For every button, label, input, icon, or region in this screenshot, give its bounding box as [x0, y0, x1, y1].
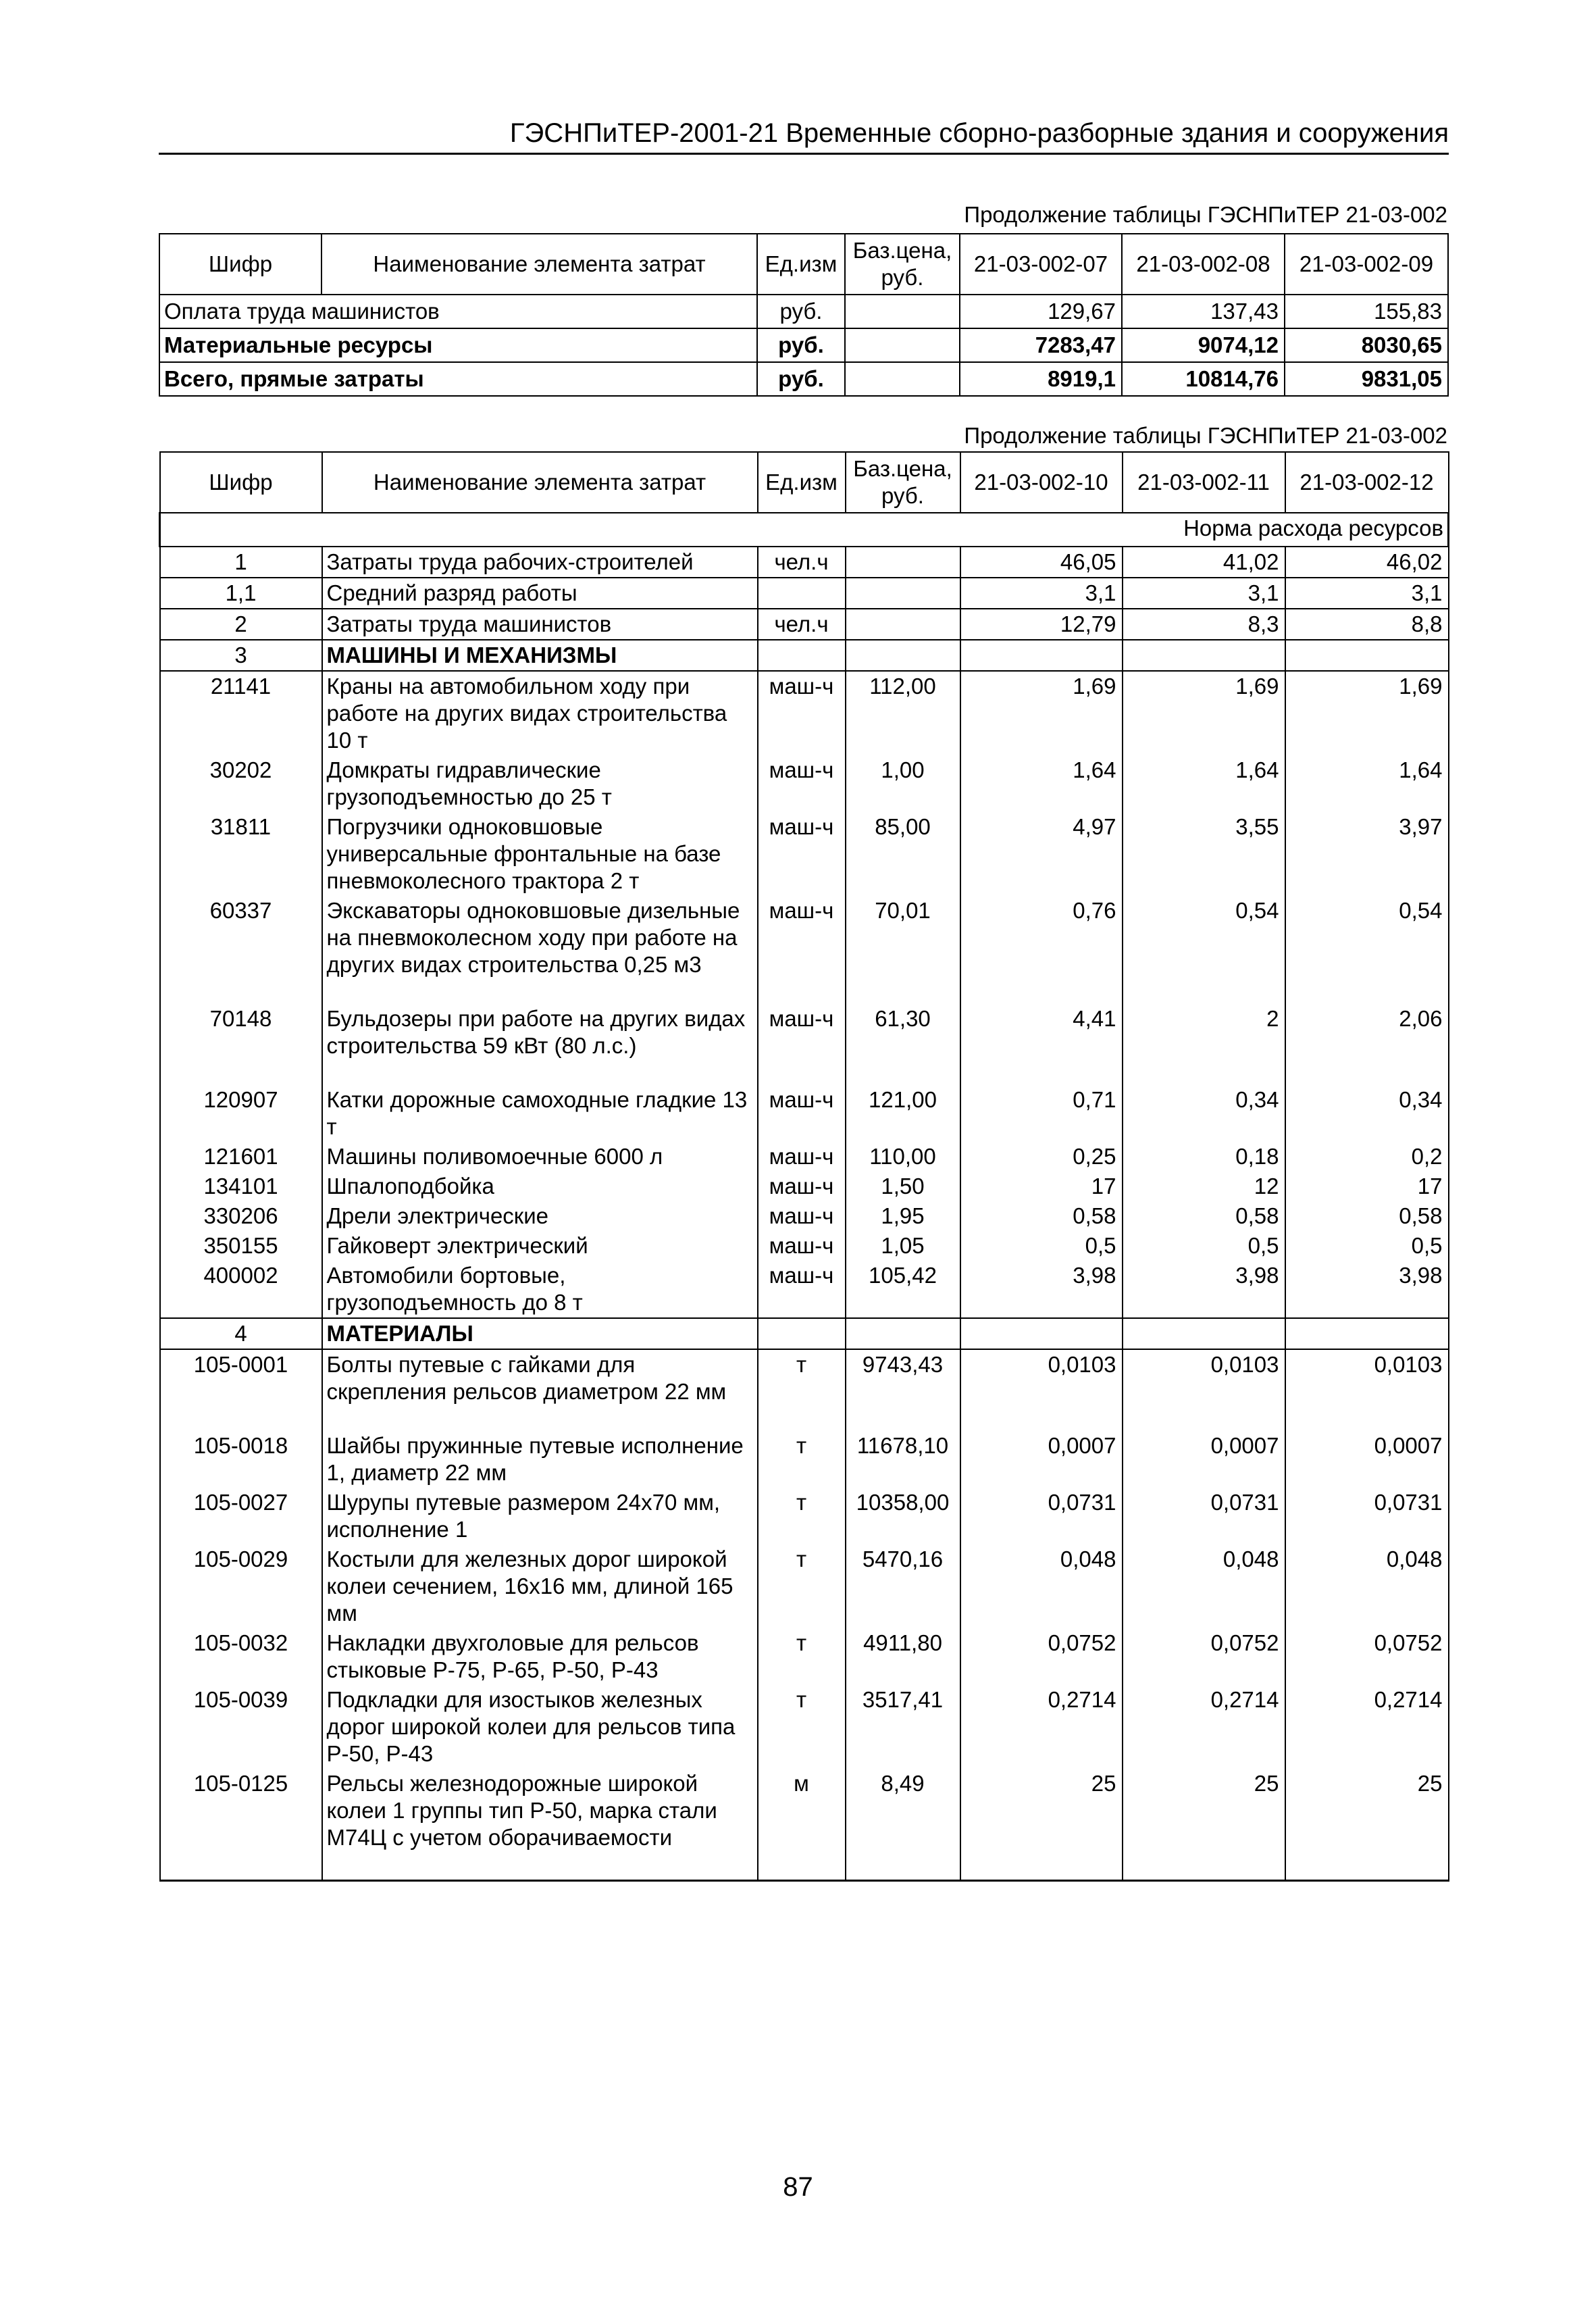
row-value: 10814,76 — [1122, 362, 1285, 396]
norm-row — [160, 513, 1449, 547]
table-row — [160, 1488, 1449, 1544]
row-price: 121,00 — [846, 1085, 960, 1142]
row-value: 0,0752 — [1285, 1628, 1449, 1685]
row-value: 3,1 — [1285, 578, 1449, 609]
row-value: 1,64 — [1285, 755, 1449, 812]
row-name: Шурупы путевые размером 24х70 мм, исполнение 1 — [322, 1488, 758, 1544]
column-header: Ед.изм — [757, 234, 845, 295]
row-code: 400002 — [160, 1261, 322, 1318]
row-code: 330206 — [160, 1201, 322, 1231]
table-row — [160, 1431, 1449, 1488]
row-value: 1,69 — [1123, 671, 1285, 755]
row-value: 0,58 — [1285, 1201, 1449, 1231]
table-row — [160, 671, 1449, 755]
row-value: 2 — [1123, 1004, 1285, 1085]
row-value: 25 — [1123, 1769, 1285, 1881]
row-value: 1,64 — [960, 755, 1123, 812]
row-value: 8919,1 — [960, 362, 1122, 396]
row-code: 1,1 — [160, 578, 322, 609]
row-value: 0,0007 — [960, 1431, 1123, 1488]
table-row — [160, 1085, 1449, 1142]
row-value: 3,98 — [960, 1261, 1123, 1318]
row-value: 0,5 — [1123, 1231, 1285, 1261]
row-name: Бульдозеры при работе на других видах строительства 59 кВт (80 л.с.) — [322, 1004, 758, 1085]
table-row — [160, 1349, 1449, 1431]
row-value: 0,54 — [1123, 896, 1285, 1004]
row-value: 0,0731 — [1123, 1488, 1285, 1544]
table-row — [160, 1142, 1449, 1172]
row-value: 1,69 — [1285, 671, 1449, 755]
row-price: 61,30 — [846, 1004, 960, 1085]
row-unit: маш-ч — [758, 1004, 846, 1085]
table-row — [160, 1172, 1449, 1201]
row-name: Шайбы пружинные путевые исполнение 1, диаметр 22 мм — [322, 1431, 758, 1488]
row-price: 105,42 — [846, 1261, 960, 1318]
row-unit: маш-ч — [758, 1201, 846, 1231]
row-code: 60337 — [160, 896, 322, 1004]
row-value — [1123, 640, 1285, 671]
row-unit: маш-ч — [758, 1172, 846, 1201]
row-value — [1285, 1318, 1449, 1349]
table2-caption: Продолжение таблицы ГЭСНПиТЕР 21-03-002 — [964, 423, 1447, 448]
row-unit: м — [758, 1769, 846, 1881]
row-value: 4,41 — [960, 1004, 1123, 1085]
row-value: 4,97 — [960, 812, 1123, 896]
row-price — [846, 640, 960, 671]
row-value: 25 — [960, 1769, 1123, 1881]
row-value: 25 — [1285, 1769, 1449, 1881]
row-price: 5470,16 — [846, 1544, 960, 1628]
row-value: 0,048 — [960, 1544, 1123, 1628]
row-name: Машины поливомоечные 6000 л — [322, 1142, 758, 1172]
table-row — [159, 295, 1448, 328]
table-header-row — [160, 452, 1449, 513]
table-row — [160, 1685, 1449, 1769]
row-value: 0,54 — [1285, 896, 1449, 1004]
row-value: 0,2714 — [1123, 1685, 1285, 1769]
row-code: 105-0032 — [160, 1628, 322, 1685]
column-header: Шифр — [159, 234, 321, 295]
row-name: МАШИНЫ И МЕХАНИЗМЫ — [322, 640, 758, 671]
row-code: 134101 — [160, 1172, 322, 1201]
row-value: 0,2714 — [1285, 1685, 1449, 1769]
row-value: 0,18 — [1123, 1142, 1285, 1172]
row-value: 0,0731 — [1285, 1488, 1449, 1544]
row-value: 0,2 — [1285, 1142, 1449, 1172]
row-name: Болты путевые с гайками для скрепления рельсов диаметром 22 мм — [322, 1349, 758, 1431]
table-row — [160, 896, 1449, 1004]
row-name: Материальные ресурсы — [159, 328, 757, 362]
row-code: 31811 — [160, 812, 322, 896]
row-value: 46,02 — [1285, 547, 1449, 578]
row-price: 8,49 — [846, 1769, 960, 1881]
row-value: 9831,05 — [1285, 362, 1448, 396]
page-header: ГЭСНПиТЕР-2001-21 Временные сборно-разборные здания и сооружения — [159, 114, 1449, 155]
row-name: Краны на автомобильном ходу при работе на других видах строительства 10 т — [322, 671, 758, 755]
row-price: 9743,43 — [846, 1349, 960, 1431]
row-value: 0,0103 — [1285, 1349, 1449, 1431]
row-unit: маш-ч — [758, 671, 846, 755]
row-value: 0,0103 — [1123, 1349, 1285, 1431]
row-value — [960, 640, 1123, 671]
row-unit: т — [758, 1544, 846, 1628]
row-price: 4911,80 — [846, 1628, 960, 1685]
row-code: 3 — [160, 640, 322, 671]
table-row — [160, 1004, 1449, 1085]
row-name: Затраты труда рабочих-строителей — [322, 547, 758, 578]
row-name: Подкладки для изостыков железных дорог широкой колеи для рельсов типа Р-50, Р-43 — [322, 1685, 758, 1769]
row-unit — [758, 578, 846, 609]
row-name: Костыли для железных дорог широкой колеи сечением, 16х16 мм, длиной 165 мм — [322, 1544, 758, 1628]
row-price: 11678,10 — [846, 1431, 960, 1488]
row-unit — [758, 640, 846, 671]
row-value: 3,98 — [1123, 1261, 1285, 1318]
row-unit: руб. — [757, 362, 845, 396]
row-code: 2 — [160, 609, 322, 640]
row-name: Гайковерт электрический — [322, 1231, 758, 1261]
row-value: 8,8 — [1285, 609, 1449, 640]
row-value: 7283,47 — [960, 328, 1122, 362]
column-header: Наименование элемента затрат — [322, 452, 758, 513]
row-value: 9074,12 — [1122, 328, 1285, 362]
section-row — [160, 640, 1449, 671]
row-value: 0,0103 — [960, 1349, 1123, 1431]
row-price: 1,50 — [846, 1172, 960, 1201]
row-price: 85,00 — [846, 812, 960, 896]
row-name: Дрели электрические — [322, 1201, 758, 1231]
resources-table — [159, 451, 1449, 1882]
table-row — [159, 328, 1448, 362]
row-price: 110,00 — [846, 1142, 960, 1172]
row-price: 70,01 — [846, 896, 960, 1004]
row-value: 155,83 — [1285, 295, 1448, 328]
row-value: 0,2714 — [960, 1685, 1123, 1769]
row-value: 0,34 — [1285, 1085, 1449, 1142]
row-unit: маш-ч — [758, 1085, 846, 1142]
row-name: Шпалоподбойка — [322, 1172, 758, 1201]
column-header: Шифр — [160, 452, 322, 513]
row-code: 105-0001 — [160, 1349, 322, 1431]
row-value: 0,5 — [960, 1231, 1123, 1261]
table-row — [160, 1544, 1449, 1628]
row-name: Экскаваторы одноковшовые дизельные на пневмоколесном ходу при работе на других видах строительства 0,25 м3 — [322, 896, 758, 1004]
table-row — [160, 547, 1449, 578]
row-value: 137,43 — [1122, 295, 1285, 328]
section-row — [160, 1318, 1449, 1349]
row-unit: т — [758, 1628, 846, 1685]
table-row — [160, 812, 1449, 896]
row-value: 0,5 — [1285, 1231, 1449, 1261]
row-name: Рельсы железнодорожные широкой колеи 1 группы тип Р-50, марка стали М74Ц с учетом оборачиваемости — [322, 1769, 758, 1881]
row-value: 3,1 — [1123, 578, 1285, 609]
table-row — [160, 1769, 1449, 1881]
table-row — [160, 578, 1449, 609]
column-header: Баз.цена, руб. — [845, 234, 960, 295]
row-price — [846, 609, 960, 640]
row-code: 105-0039 — [160, 1685, 322, 1769]
row-value: 0,71 — [960, 1085, 1123, 1142]
row-price: 1,05 — [846, 1231, 960, 1261]
row-unit: чел.ч — [758, 547, 846, 578]
row-value: 2,06 — [1285, 1004, 1449, 1085]
row-value — [960, 1318, 1123, 1349]
column-header: Ед.изм — [758, 452, 846, 513]
row-price: 112,00 — [846, 671, 960, 755]
column-header: 21-03-002-10 — [960, 452, 1123, 513]
row-value: 1,69 — [960, 671, 1123, 755]
table-row — [160, 1261, 1449, 1318]
row-value: 17 — [1285, 1172, 1449, 1201]
row-name: Средний разряд работы — [322, 578, 758, 609]
row-value: 3,98 — [1285, 1261, 1449, 1318]
row-price: 3517,41 — [846, 1685, 960, 1769]
row-code: 105-0125 — [160, 1769, 322, 1881]
column-header: 21-03-002-11 — [1123, 452, 1285, 513]
row-name: Всего, прямые затраты — [159, 362, 757, 396]
row-name: Оплата труда машинистов — [159, 295, 757, 328]
row-value: 0,048 — [1285, 1544, 1449, 1628]
row-code: 121601 — [160, 1142, 322, 1172]
row-name: Катки дорожные самоходные гладкие 13 т — [322, 1085, 758, 1142]
table-row — [160, 609, 1449, 640]
row-code: 30202 — [160, 755, 322, 812]
table-row — [159, 362, 1448, 396]
column-header: Баз.цена, руб. — [846, 452, 960, 513]
row-unit: т — [758, 1685, 846, 1769]
row-value: 0,048 — [1123, 1544, 1285, 1628]
row-value: 0,0007 — [1123, 1431, 1285, 1488]
row-value: 0,76 — [960, 896, 1123, 1004]
row-unit: маш-ч — [758, 1231, 846, 1261]
row-name: МАТЕРИАЛЫ — [322, 1318, 758, 1349]
row-value — [1123, 1318, 1285, 1349]
column-header: Наименование элемента затрат — [321, 234, 757, 295]
table-row — [160, 755, 1449, 812]
row-name: Погрузчики одноковшовые универсальные фронтальные на базе пневмоколесного трактора 2 т — [322, 812, 758, 896]
row-price — [845, 362, 960, 396]
row-value: 129,67 — [960, 295, 1122, 328]
table-row — [160, 1201, 1449, 1231]
row-name: Домкраты гидравлические грузоподъемностью до 25 т — [322, 755, 758, 812]
table1-caption: Продолжение таблицы ГЭСНПиТЕР 21-03-002 — [964, 202, 1447, 227]
row-value: 8,3 — [1123, 609, 1285, 640]
row-value: 12 — [1123, 1172, 1285, 1201]
row-code: 21141 — [160, 671, 322, 755]
row-code: 350155 — [160, 1231, 322, 1261]
row-price — [846, 1318, 960, 1349]
row-value: 17 — [960, 1172, 1123, 1201]
table-row — [160, 1628, 1449, 1685]
norm-label: Норма расхода ресурсов — [160, 513, 1449, 547]
row-value: 0,0731 — [960, 1488, 1123, 1544]
summary-table — [159, 233, 1449, 397]
page-number: 87 — [783, 2172, 813, 2202]
row-value: 0,58 — [1123, 1201, 1285, 1231]
column-header: 21-03-002-09 — [1285, 234, 1448, 295]
row-name: Накладки двухголовые для рельсов стыковые Р-75, Р-65, Р-50, Р-43 — [322, 1628, 758, 1685]
row-unit: т — [758, 1349, 846, 1431]
row-unit — [758, 1318, 846, 1349]
row-price — [846, 578, 960, 609]
column-header: 21-03-002-07 — [960, 234, 1122, 295]
row-value: 0,58 — [960, 1201, 1123, 1231]
row-code: 4 — [160, 1318, 322, 1349]
row-value: 41,02 — [1123, 547, 1285, 578]
row-value: 3,1 — [960, 578, 1123, 609]
row-value: 0,0752 — [1123, 1628, 1285, 1685]
row-code: 105-0027 — [160, 1488, 322, 1544]
row-value: 3,55 — [1123, 812, 1285, 896]
row-code: 1 — [160, 547, 322, 578]
row-unit: чел.ч — [758, 609, 846, 640]
row-value: 0,0007 — [1285, 1431, 1449, 1488]
table-row — [160, 1231, 1449, 1261]
row-value: 0,34 — [1123, 1085, 1285, 1142]
row-code: 70148 — [160, 1004, 322, 1085]
row-price — [845, 328, 960, 362]
row-price: 1,95 — [846, 1201, 960, 1231]
row-price — [846, 547, 960, 578]
row-unit: т — [758, 1431, 846, 1488]
row-unit: т — [758, 1488, 846, 1544]
row-value: 0,25 — [960, 1142, 1123, 1172]
row-unit: руб. — [757, 328, 845, 362]
row-unit: маш-ч — [758, 812, 846, 896]
row-value: 46,05 — [960, 547, 1123, 578]
row-price: 1,00 — [846, 755, 960, 812]
row-unit: маш-ч — [758, 1142, 846, 1172]
row-value: 8030,65 — [1285, 328, 1448, 362]
column-header: 21-03-002-12 — [1285, 452, 1449, 513]
table-header-row — [159, 234, 1448, 295]
row-name: Затраты труда машинистов — [322, 609, 758, 640]
row-value: 1,64 — [1123, 755, 1285, 812]
row-name: Автомобили бортовые, грузоподъемность до 8 т — [322, 1261, 758, 1318]
row-code: 120907 — [160, 1085, 322, 1142]
row-unit: руб. — [757, 295, 845, 328]
row-code: 105-0029 — [160, 1544, 322, 1628]
row-value: 12,79 — [960, 609, 1123, 640]
row-value — [1285, 640, 1449, 671]
row-unit: маш-ч — [758, 896, 846, 1004]
row-unit: маш-ч — [758, 1261, 846, 1318]
row-price — [845, 295, 960, 328]
row-value: 3,97 — [1285, 812, 1449, 896]
row-price: 10358,00 — [846, 1488, 960, 1544]
row-code: 105-0018 — [160, 1431, 322, 1488]
row-value: 0,0752 — [960, 1628, 1123, 1685]
column-header: 21-03-002-08 — [1122, 234, 1285, 295]
row-unit: маш-ч — [758, 755, 846, 812]
